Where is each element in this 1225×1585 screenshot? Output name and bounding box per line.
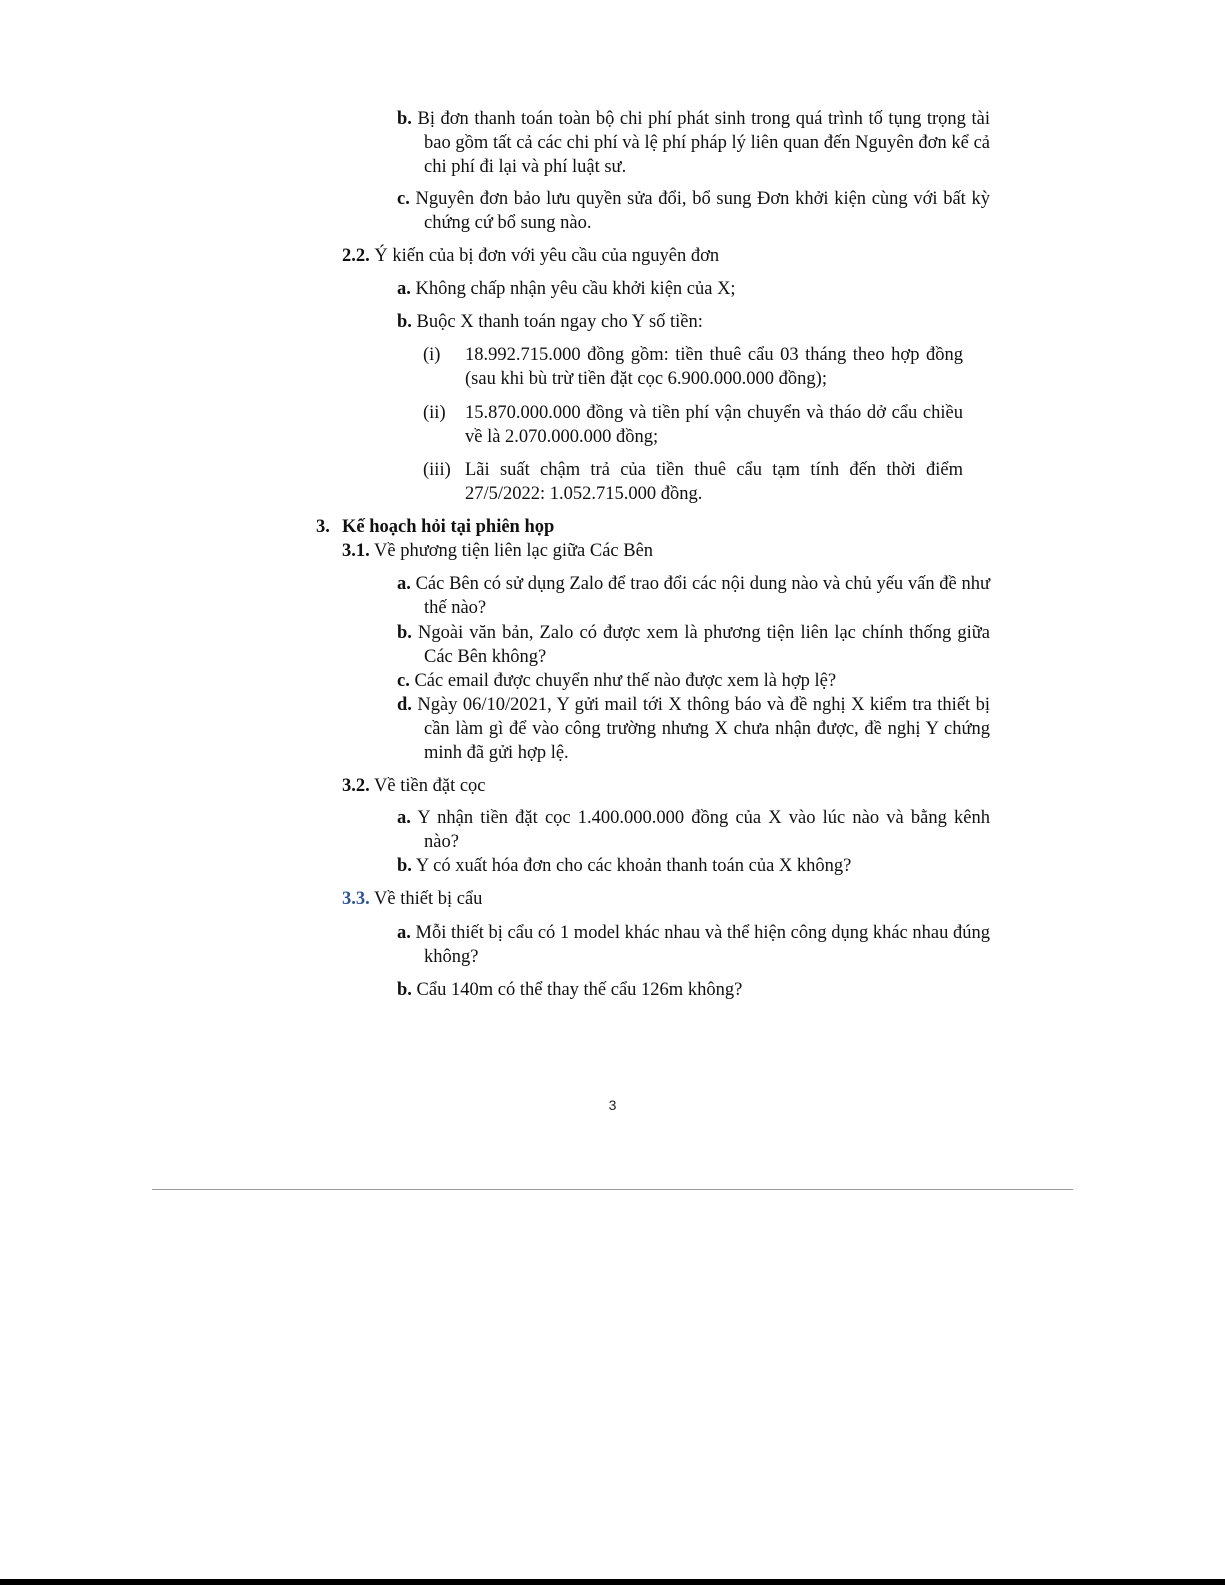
claim-item-b [397, 107, 990, 179]
section-label: 3.2. [342, 776, 370, 796]
item-label: a. [397, 279, 411, 299]
section-3-1-heading [342, 539, 962, 563]
item-text: Y nhận tiền đặt cọc 1.400.000.000 đồng của X vào lúc nào và bằng kênh nào? [417, 808, 990, 852]
page-divider [152, 1189, 1073, 1190]
roman-text: 18.992.715.000 đồng gồm: tiền thuê cẩu 03 tháng theo hợp đồng (sau khi bù trừ tiền đặt cọc 6.900.000.000 đồng); [465, 345, 963, 389]
section-title: Về phương tiện liên lạc giữa Các Bên [374, 541, 654, 561]
question-3-3-a [397, 921, 990, 969]
roman-text: Lãi suất chậm trả của tiền thuê cẩu tạm tính đến thời điểm 27/5/2022: 1.052.715.000 đồng. [465, 460, 963, 504]
question-3-2-b [397, 854, 990, 878]
roman-num: (i) [423, 345, 441, 365]
question-3-1-d [397, 693, 990, 765]
item-text: Ngày 06/10/2021, Y gửi mail tới X thông báo và đề nghị X kiểm tra thiết bị cần làm gì để vào công trường nhưng X chưa nhận được, đề nghị Y chứng minh đã gửi hợp lệ. [417, 695, 991, 763]
section-3-3-heading [342, 887, 962, 911]
item-label: c. [397, 189, 410, 209]
item-text: Bị đơn thanh toán toàn bộ chi phí phát sinh trong quá trình tố tụng trọng tài bao gồm tất cả các chi phí và lệ phí pháp lý liên quan đến Nguyên đơn kể cả chi phí đi lại và phí luật sư. [417, 109, 990, 177]
item-label: b. [397, 856, 412, 876]
item-label: b. [397, 623, 412, 643]
claim-item-c [397, 187, 990, 235]
section-label: 3.3. [342, 889, 370, 909]
bottom-edge [0, 1579, 1225, 1585]
section-number: 3. [316, 517, 330, 537]
item-label: b. [397, 109, 412, 129]
item-label: a. [397, 808, 411, 828]
item-text: Cẩu 140m có thể thay thế cẩu 126m không? [416, 980, 743, 1000]
roman-item-iii [423, 458, 963, 506]
item-label: a. [397, 923, 411, 943]
section-3-2-heading [342, 774, 962, 798]
item-text: Nguyên đơn bảo lưu quyền sửa đổi, bổ sung Đơn khởi kiện cùng với bất kỳ chứng cứ bổ sung nào. [415, 189, 991, 233]
section-title: Kế hoạch hỏi tại phiên họp [342, 517, 555, 537]
item-label: d. [397, 695, 412, 715]
roman-text: 15.870.000.000 đồng và tiền phí vận chuyển và tháo dở cẩu chiều về là 2.070.000.000 đồng; [465, 403, 963, 447]
section-label: 3.1. [342, 541, 370, 561]
item-text: Không chấp nhận yêu cầu khởi kiện của X; [415, 279, 736, 299]
section-title: Về thiết bị cẩu [374, 889, 483, 909]
roman-num: (iii) [423, 460, 451, 480]
item-label: b. [397, 980, 412, 1000]
defense-item-a [397, 277, 990, 301]
section-3-heading [316, 515, 956, 539]
item-text: Mỗi thiết bị cẩu có 1 model khác nhau và thể hiện công dụng khác nhau đúng không? [415, 923, 990, 967]
item-text: Các Bên có sử dụng Zalo để trao đổi các nội dung nào và chủ yếu vấn đề như thế nào? [415, 574, 990, 618]
section-label: 2.2. [342, 246, 370, 266]
question-3-3-b [397, 978, 990, 1002]
question-3-1-b [397, 621, 990, 669]
section-title: Về tiền đặt cọc [374, 776, 486, 796]
roman-num: (ii) [423, 403, 446, 423]
item-text: Ngoài văn bản, Zalo có được xem là phương tiện liên lạc chính thống giữa Các Bên không? [418, 623, 990, 667]
item-label: a. [397, 574, 411, 594]
item-text: Y có xuất hóa đơn cho các khoản thanh toán của X không? [415, 856, 852, 876]
item-text: Các email được chuyển như thế nào được xem là hợp lệ? [414, 671, 837, 691]
section-title: Ý kiến của bị đơn với yêu cầu của nguyên đơn [374, 246, 720, 266]
item-label: c. [397, 671, 410, 691]
section-2-2-heading [342, 244, 962, 268]
roman-item-ii [423, 401, 963, 449]
question-3-1-a [397, 572, 990, 620]
question-3-2-a [397, 806, 990, 854]
defense-item-b [397, 310, 990, 334]
roman-item-i [423, 343, 963, 391]
question-3-1-c [397, 669, 990, 693]
item-text: Buộc X thanh toán ngay cho Y số tiền: [416, 312, 703, 332]
item-label: b. [397, 312, 412, 332]
page-number: 3 [608, 1097, 617, 1113]
